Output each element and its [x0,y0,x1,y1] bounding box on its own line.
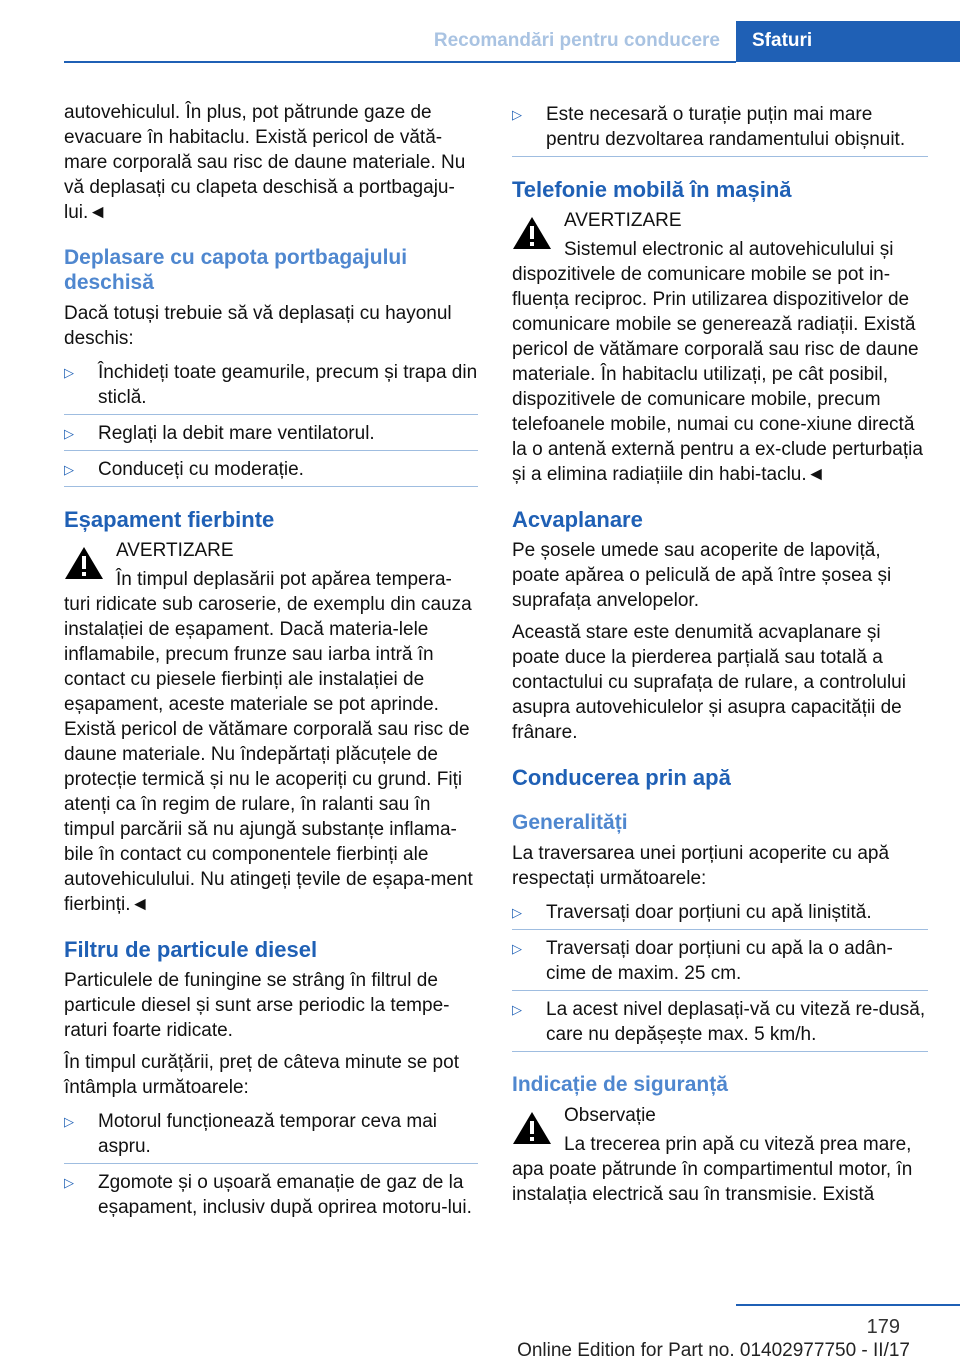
note-label: Observație [564,1105,656,1126]
intro-paragraph: autovehiculul. În plus, pot pătrunde gaze de evacuare în habitaclu. Există pericol de vătă-mare corporală sau risc de daune materiale. Nu vă deplasați cu clapeta deschisă a portbagaju-lui.◄ [64,102,466,223]
paragraph: La traversarea unei porțiuni acoperite cu apă respectați următoarele: [512,843,890,889]
page-footer [0,1300,960,1362]
bullet-list [64,1107,478,1224]
header-chapter-tab: Sfaturi [736,21,960,62]
triangle-bullet-icon: ▷ [64,1114,74,1129]
note-block [512,1103,928,1207]
warning-text: Sistemul electronic al autovehiculului și dispozitivele de comunicare mobile se pot in-fluența reciproc. Prin utilizarea dispozitivelor de comunicare mobile se generează radiații. Există pericol de vătămare corporală sau risc de daune materiale. În habitaclu utilizați, pe cât posibil, dispozitivele de comunicare mobile, precum telefoanele mobile, numai cu cone-xiune directă la o antenă externă pentru a ex-clude perturbația și a elimina radiațiile din habi-taclu.◄ [512,239,923,485]
warning-triangle-icon [512,1111,552,1145]
subheading-general: Generalități [512,811,628,834]
warning-label: AVERTIZARE [116,540,234,561]
heading-aquaplaning: Acvaplanare [512,507,643,532]
triangle-bullet-icon: ▷ [64,1175,74,1190]
paragraph: Dacă totuși trebuie să vă deplasați cu hayonul deschis: [64,303,452,349]
warning-text: În timpul deplasării pot apărea tempera-turi ridicate sub caroserie, de exemplu din cauza instalației de eșapament. Dacă materia-lele inflamabile, precum frunze sau iarba intră în contact cu piesele fierbinți ale instalației de eșapament, aceste materiale se pot aprinde. Există pericol de vătămare corporală sau risc de daune materiale. Nu îndepărtați plăcuțele de protecție termică și nu le acoperiți cu grund. Fiți atenți ca în regim de rulare, în ralanti sau în timpul parcării să nu ajungă substanțe inflama-bile în contact cu componentele fierbinți ale autovehiculului. Nu atingeți țevile de eșapa-ment fierbinți.◄ [64,569,473,915]
triangle-bullet-icon: ▷ [512,941,522,956]
triangle-bullet-icon: ▷ [512,107,522,122]
heading-open-tailgate: Deplasare cu capota portbagajului deschisă [64,246,408,294]
paragraph: Particulele de funingine se strâng în filtrul de particule diesel și sunt arse periodic la tempe-raturi foarte ridicate. [64,970,450,1041]
list-item: ▷ Traversați doar porțiuni cu apă liniștită. [512,898,928,930]
triangle-bullet-icon: ▷ [512,1002,522,1017]
header-rule [64,61,736,63]
list-item: ▷ Traversați doar porțiuni cu apă la o adân-cime de maxim. 25 cm. [512,934,928,991]
heading-hot-exhaust: Eșapament fierbinte [64,507,275,532]
list-item: ▷ Zgomote și o ușoară emanație de gaz de la eșapament, inclusiv după oprirea motoru-lui. [64,1172,472,1218]
triangle-bullet-icon: ▷ [64,426,74,441]
warning-block [64,538,478,917]
heading-diesel-filter: Filtru de particule diesel [64,937,318,962]
bullet-list [512,898,928,1052]
list-item: ▷ Reglați la debit mare ventilatorul. [64,419,478,451]
bullet-list [512,100,928,157]
paragraph: În timpul curățării, preț de câteva minute se pot întâmpla următoarele: [64,1052,459,1098]
list-item: ▷ Conduceți cu moderație. [64,455,478,487]
list-item: ▷ Închideți toate geamurile, precum și trapa din sticlă. [64,358,478,415]
list-item: ▷ Motorul funcționează temporar ceva mai aspru. [64,1107,478,1164]
heading-driving-through-water: Conducerea prin apă [512,765,731,790]
subheading-safety-note: Indicație de siguranță [512,1073,728,1096]
header-section-title: Recomandări pentru conducere [433,30,720,51]
left-column [64,100,478,1228]
footer-rule [736,1304,960,1306]
triangle-bullet-icon: ▷ [64,365,74,380]
triangle-bullet-icon: ▷ [512,905,522,920]
right-column [512,100,928,1213]
bullet-list [64,358,478,487]
edition-note: Online Edition for Part no. 01402977750 - II/17 [517,1340,910,1361]
warning-triangle-icon [64,546,104,580]
warning-label: AVERTIZARE [564,210,682,231]
paragraph: Această stare este denumită acvaplanare și poate duce la pierderea parțială sau totală a contactului cu suprafața de rulare, a controlului asupra autovehiculelor și asupra capacității de frânare. [512,622,906,743]
paragraph: Pe șosele umede sau acoperite de lapoviță, poate apărea o peliculă de apă între șosea și suprafața anvelopelor. [512,540,892,611]
page-header [0,0,960,62]
list-item: ▷ La acest nivel deplasați-vă cu viteză re-dusă, care nu depășește max. 5 km/h. [512,995,928,1052]
warning-triangle-icon [512,216,552,250]
page-number: 179 [866,1316,900,1338]
warning-block [512,208,928,487]
note-text: La trecerea prin apă cu viteză prea mare, apa poate pătrunde în compartimentul motor, în instalația electrică sau în transmisie. Există [512,1134,913,1205]
triangle-bullet-icon: ▷ [64,462,74,477]
list-item: ▷ Este necesară o turație puțin mai mare pentru dezvoltarea randamentului obișnuit. [512,100,928,157]
heading-mobile-phone: Telefonie mobilă în mașină [512,177,792,202]
